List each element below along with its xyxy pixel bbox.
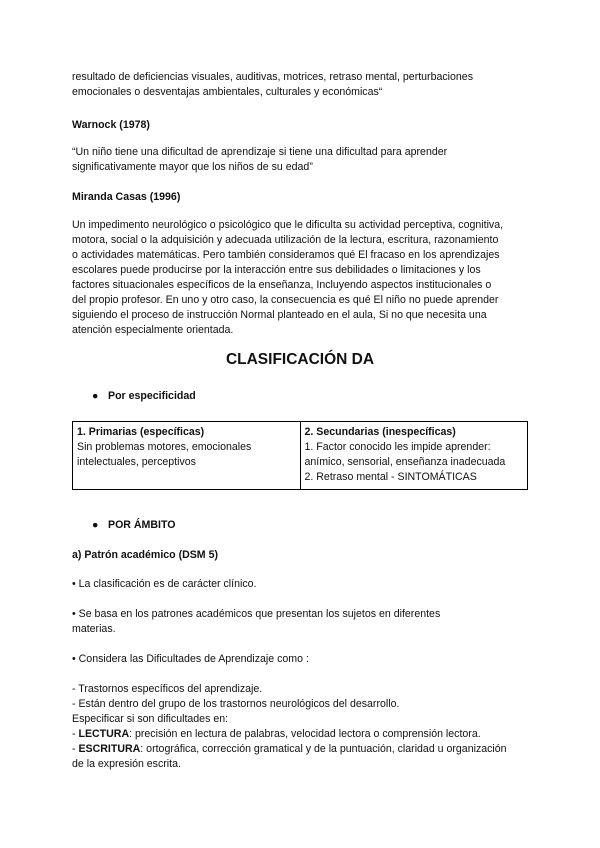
table-row	[73, 422, 528, 490]
escritura-line	[72, 742, 532, 757]
cell-line: intelectuales, perceptivos	[77, 456, 196, 468]
cell-line: Sin problemas motores, emocionales	[77, 441, 252, 453]
list-item: - Están dentro del grupo de los trastornos neurológicos del desarrollo.	[72, 698, 400, 710]
intro-line: emocionales o desventajas ambientales, culturales y económicas“	[72, 86, 383, 98]
miranda-line: atención especialmente orientada.	[72, 324, 234, 336]
cell-line: 2. Retraso mental - SINTOMÁTICAS	[304, 471, 477, 483]
specify-line: Especificar si son dificultades en:	[72, 713, 229, 725]
patron-p2-line: • Se basa en los patrones académicos que presentan los sujetos en diferentes	[72, 608, 441, 620]
escritura-label: ESCRITURA	[78, 743, 141, 755]
warnock-line: significativamente mayor que los niños de su edad”	[72, 161, 313, 173]
warnock-heading: Warnock (1978)	[72, 119, 150, 131]
bullet-especificidad	[92, 390, 196, 402]
bullet-dot-icon: ●	[92, 390, 99, 402]
table-cell-primarias	[73, 422, 301, 490]
miranda-heading: Miranda Casas (1996)	[72, 191, 181, 203]
bullet-label: Por especificidad	[108, 390, 196, 402]
patron-p2	[72, 607, 532, 637]
miranda-line: factores situacionales específicos de la enseñanza, Incluyendo aspectos institucionales o	[72, 279, 492, 291]
bullet-label: POR ÁMBITO	[108, 519, 176, 531]
cell-heading: 1. Primarias (específicas)	[77, 426, 205, 438]
escritura-prefix: -	[72, 743, 79, 755]
lectura-text: : precisión en lectura de palabras, velocidad lectora o comprensión lectora.	[129, 728, 481, 740]
list-item: - Trastornos específicos del aprendizaje.	[72, 683, 263, 695]
patron-list	[72, 682, 532, 772]
miranda-line: del propio profesor. En uno y otro caso, la consecuencia es qué El niño no puede aprender	[72, 294, 499, 306]
cell-line: anímico, sensorial, enseñanza inadecuada	[304, 456, 506, 468]
section-title: CLASIFICACIÓN DA	[225, 351, 375, 368]
warnock-line: “Un niño tiene una dificultad de aprendizaje si tiene una dificultad para aprender	[72, 146, 448, 158]
intro-paragraph	[72, 70, 532, 100]
miranda-line: motora, social o la adquisición y adecuada utilización de la lectura, escritura, razonamiento	[72, 234, 499, 246]
lectura-prefix: -	[72, 728, 79, 740]
cell-line: 1. Factor conocido les impide aprender:	[304, 441, 491, 453]
escritura-text: : ortográfica, corrección gramatical y de la puntuación, claridad u organización	[140, 743, 507, 755]
bullet-ambito	[92, 519, 176, 531]
intro-line: resultado de deficiencias visuales, auditivas, motrices, retraso mental, perturbaciones	[72, 71, 473, 83]
miranda-line: siguiendo el proceso de instrucción Normal planteado en el aula, Si no que necesita una	[72, 309, 487, 321]
cell-heading: 2. Secundarias (inespecíficas)	[304, 426, 456, 438]
table-cell-secundarias	[300, 422, 528, 490]
lectura-label: LECTURA	[78, 728, 130, 740]
patron-p2-line: materias.	[72, 623, 116, 635]
miranda-paragraph	[72, 218, 532, 338]
lectura-line	[72, 727, 532, 742]
warnock-quote	[72, 145, 532, 175]
bullet-dot-icon: ●	[92, 519, 99, 531]
miranda-line: escolares puede producirse por la interacción entre sus debilidades o limitaciones y los	[72, 264, 481, 276]
escritura-cont: de la expresión escrita.	[72, 758, 181, 770]
miranda-line: Un impedimento neurológico o psicológico que le dificulta su actividad perceptiva, cognitiva,	[72, 219, 504, 231]
patron-p3: • Considera las Dificultades de Aprendizaje como :	[72, 653, 309, 665]
patron-heading: a) Patrón académico (DSM 5)	[72, 549, 218, 561]
miranda-line: o actividades matemáticas. Pero también consideramos qué El fracaso en los aprendizajes	[72, 249, 500, 261]
patron-p1: • La clasificación es de carácter clínico.	[72, 578, 257, 590]
classification-table	[72, 421, 528, 490]
